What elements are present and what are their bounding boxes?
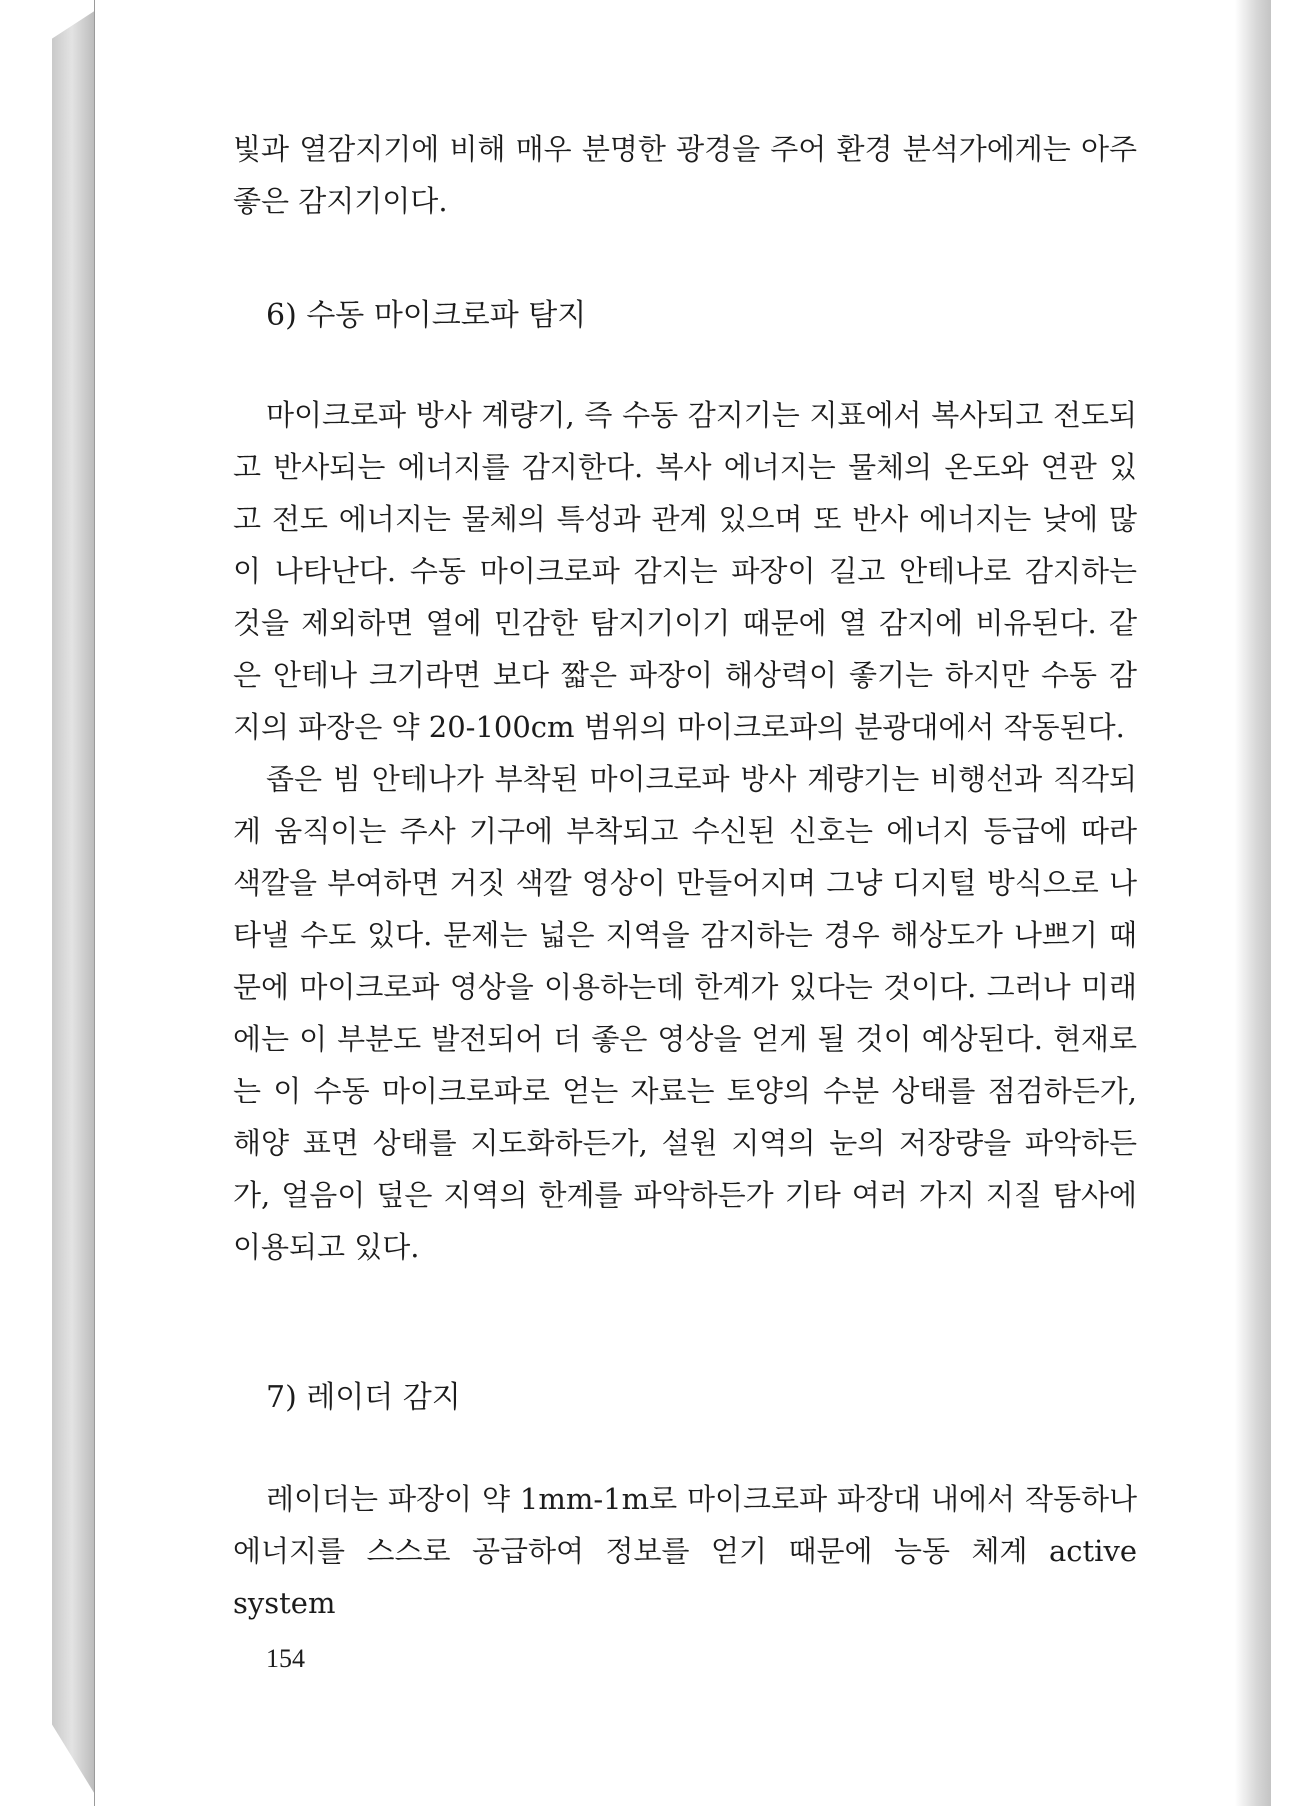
section-7-heading: 7) 레이더 감지 bbox=[266, 1380, 461, 1415]
section-6-body bbox=[233, 389, 1137, 1273]
section-7-paragraph-1: 레이더는 파장이 약 1mm-1m로 마이크로파 파장대 내에서 작동하나 에너지를 스스로 공급하여 정보를 얻기 때문에 능동 체계 active system bbox=[233, 1482, 1137, 1620]
section-6-heading: 6) 수동 마이크로파 탐지 bbox=[266, 298, 587, 333]
page-edge-shadow bbox=[1235, 0, 1271, 1806]
intro-paragraph-block bbox=[233, 123, 1137, 227]
book-spine bbox=[52, 10, 96, 1796]
section-6-paragraph-1: 마이크로파 방사 계량기, 즉 수동 감지기는 지표에서 복사되고 전도되고 반사되는 에너지를 감지한다. 복사 에너지는 물체의 온도와 연관 있고 전도 에너지는 물체의 특성과 관계 있으며 또 반사 에너지는 낮에 많이 나타난다. 수동 마이크로파 감지는 파장이 길고 안테나로 감지하는 것을 제외하면 열에 민감한 탐지기이기 때문에 열 감지에 비유된다. 같은 안테나 크기라면 보다 짧은 파장이 해상력이 좋기는 하지만 수동 감지의 파장은 약 20-100cm 범위의 마이크로파의 분광대에서 작동된다. bbox=[233, 398, 1137, 744]
section-7-body bbox=[233, 1473, 1137, 1629]
section-6-paragraph-2: 좁은 빔 안테나가 부착된 마이크로파 방사 계량기는 비행선과 직각되게 움직이는 주사 기구에 부착되고 수신된 신호는 에너지 등급에 따라 색깔을 부여하면 거짓 색깔 영상이 만들어지며 그냥 디지털 방식으로 나타낼 수도 있다. 문제는 넓은 지역을 감지하는 경우 해상도가 나쁘기 때문에 마이크로파 영상을 이용하는데 한계가 있다는 것이다. 그러나 미래에는 이 부분도 발전되어 더 좋은 영상을 얻게 될 것이 예상된다. 현재로는 이 수동 마이크로파로 얻는 자료는 토양의 수분 상태를 점검하든가, 해양 표면 상태를 지도화하든가, 설원 지역의 눈의 저장량을 파악하든가, 얼음이 덮은 지역의 한계를 파악하든가 기타 여러 가지 지질 탐사에 이용되고 있다. bbox=[233, 762, 1137, 1264]
page-number: 154 bbox=[266, 1644, 305, 1673]
intro-paragraph: 빛과 열감지기에 비해 매우 분명한 광경을 주어 환경 분석가에게는 아주 좋은 감지기이다. bbox=[233, 132, 1137, 218]
